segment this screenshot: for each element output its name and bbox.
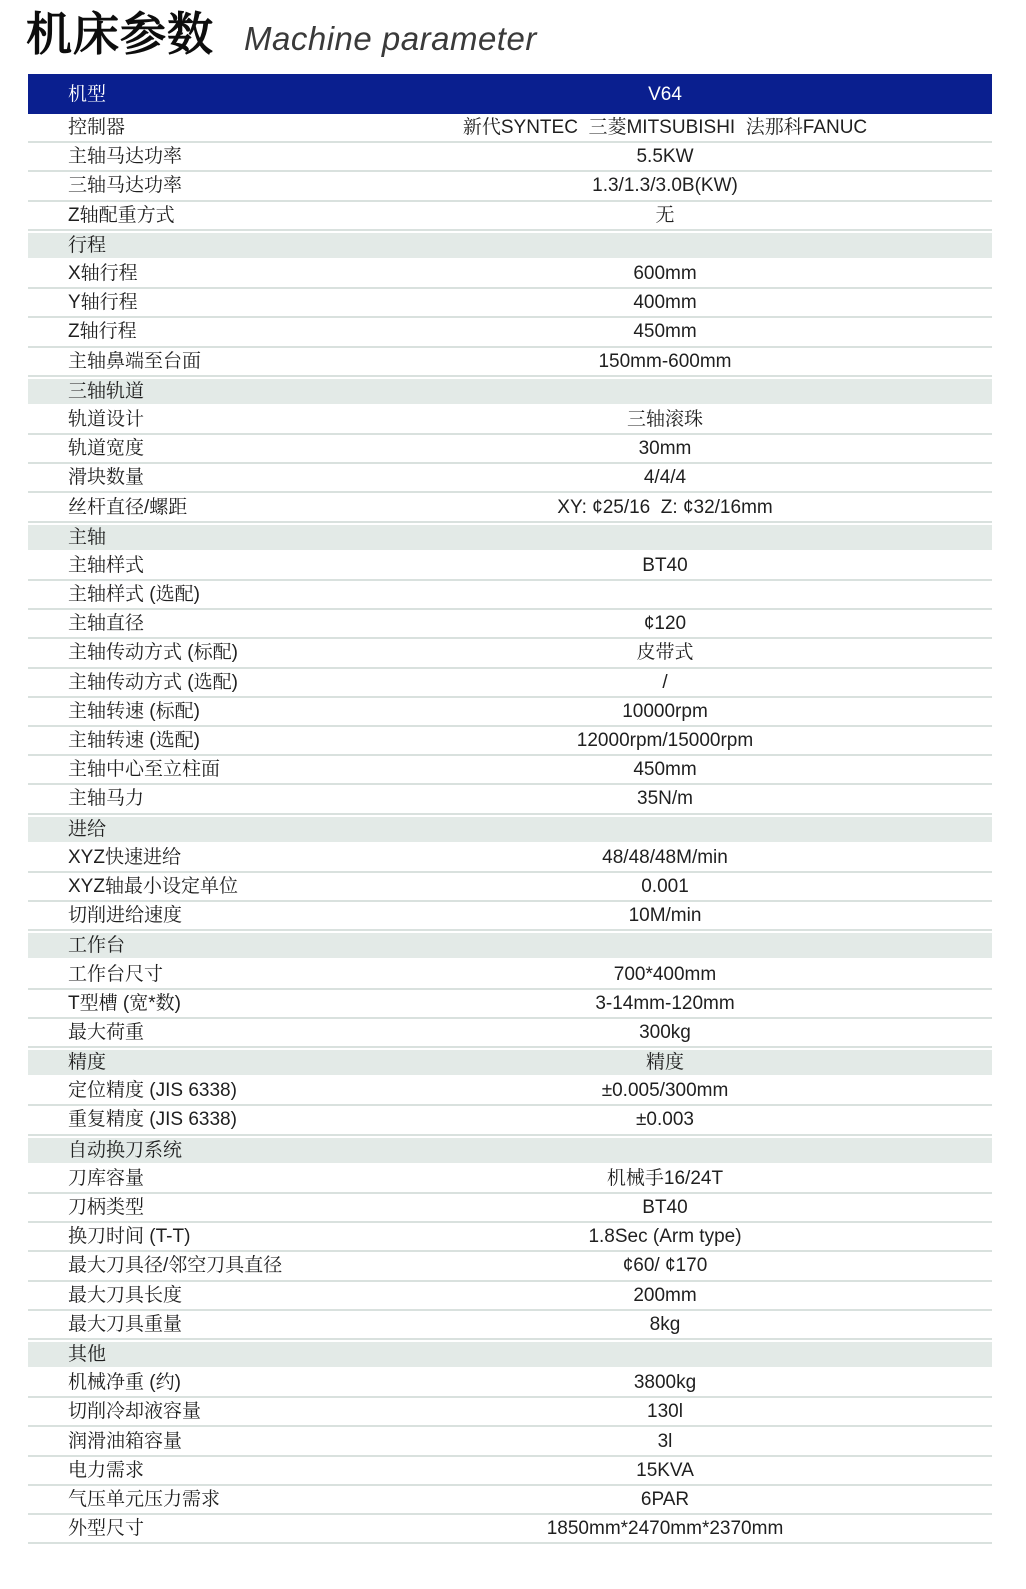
row-label: 主轴样式 xyxy=(68,554,145,576)
page-header xyxy=(26,8,1026,70)
row-value: 450mm xyxy=(633,759,697,781)
table-row xyxy=(28,348,992,377)
table-row xyxy=(28,435,992,464)
row-value: 6PAR xyxy=(640,1488,690,1510)
row-label: 润滑油箱容量 xyxy=(68,1430,183,1452)
row-value: 35N/m xyxy=(637,788,693,810)
table-row xyxy=(28,698,992,727)
row-label: 丝杆直径/螺距 xyxy=(68,496,188,518)
row-value: 150mm-600mm xyxy=(598,350,732,372)
table-row xyxy=(28,1077,992,1106)
table-row xyxy=(28,756,992,785)
table-row xyxy=(28,1457,992,1486)
table-row xyxy=(28,902,992,931)
row-label: 工作台尺寸 xyxy=(68,963,164,985)
table-row xyxy=(28,202,992,231)
row-label: 主轴直径 xyxy=(68,613,145,635)
table-row xyxy=(28,1252,992,1281)
row-value: 5.5KW xyxy=(636,146,694,168)
table-row xyxy=(28,873,992,902)
row-label: 三轴轨道 xyxy=(68,380,145,402)
table-row xyxy=(28,727,992,756)
row-label: 主轴传动方式 (标配) xyxy=(68,642,238,664)
table-row xyxy=(28,669,992,698)
table-row xyxy=(28,960,992,989)
model-header-value: V64 xyxy=(648,83,682,105)
row-label: Y轴行程 xyxy=(68,292,138,314)
row-value: 精度 xyxy=(645,1052,684,1074)
row-label: 最大刀具长度 xyxy=(68,1284,183,1306)
section-header-row xyxy=(28,1048,992,1077)
row-value: 400mm xyxy=(633,292,697,314)
row-value: ¢120 xyxy=(643,613,687,635)
table-row xyxy=(28,844,992,873)
row-label: 轨道宽度 xyxy=(68,438,145,460)
table-row xyxy=(28,114,992,143)
row-label: 切削冷却液容量 xyxy=(68,1401,202,1423)
row-value: 10M/min xyxy=(628,905,702,927)
table-row xyxy=(28,289,992,318)
row-label: 电力需求 xyxy=(68,1459,145,1481)
row-value: ¢60/ ¢170 xyxy=(622,1255,708,1277)
table-row xyxy=(28,1282,992,1311)
row-value: 12000rpm/15000rpm xyxy=(576,730,754,752)
table-row xyxy=(28,1515,992,1544)
row-label: 最大刀具径/邻空刀具直径 xyxy=(68,1255,283,1277)
row-label: 主轴马力 xyxy=(68,788,145,810)
row-label: 三轴马达功率 xyxy=(68,175,183,197)
row-label: 机械净重 (约) xyxy=(68,1372,181,1394)
row-label: 主轴 xyxy=(68,526,107,548)
row-value: 3l xyxy=(657,1430,673,1452)
table-row xyxy=(28,1106,992,1135)
table-row xyxy=(28,464,992,493)
row-label: 气压单元压力需求 xyxy=(68,1488,221,1510)
table-body xyxy=(28,114,992,1544)
row-value: 1.3/1.3/3.0B(KW) xyxy=(592,175,738,197)
table-row xyxy=(28,1486,992,1515)
row-label: 其他 xyxy=(68,1343,107,1365)
row-value: 3-14mm-120mm xyxy=(595,992,735,1014)
row-label: 最大刀具重量 xyxy=(68,1313,183,1335)
row-value: 10000rpm xyxy=(622,700,708,722)
row-value: 0.001 xyxy=(641,875,689,897)
row-value: 新代SYNTEC 三菱MITSUBISHI 法那科FANUC xyxy=(462,117,868,139)
row-label: 外型尺寸 xyxy=(68,1518,145,1540)
row-label: 轨道设计 xyxy=(68,408,145,430)
row-value: 48/48/48M/min xyxy=(602,846,728,868)
table-row xyxy=(28,1369,992,1398)
row-value: 600mm xyxy=(633,263,697,285)
row-label: 刀柄类型 xyxy=(68,1197,145,1219)
page-subtitle: Machine parameter xyxy=(244,20,537,57)
row-label: 主轴鼻端至台面 xyxy=(68,350,202,372)
table-row xyxy=(28,318,992,347)
row-value: 1.8Sec (Arm type) xyxy=(588,1226,742,1248)
section-header-row xyxy=(28,815,992,844)
row-value: 200mm xyxy=(633,1284,697,1306)
row-value: XY: ¢25/16 Z: ¢32/16mm xyxy=(557,496,773,518)
row-value: 300kg xyxy=(639,1021,691,1043)
row-label: Z轴行程 xyxy=(68,321,137,343)
row-label: 主轴转速 (选配) xyxy=(68,730,200,752)
row-label: 最大荷重 xyxy=(68,1021,145,1043)
table-row xyxy=(28,260,992,289)
row-label: 滑块数量 xyxy=(68,467,145,489)
row-label: XYZ快速进给 xyxy=(68,846,181,868)
row-label: 切削进给速度 xyxy=(68,905,183,927)
row-value: 3800kg xyxy=(633,1372,697,1394)
row-value: 700*400mm xyxy=(613,963,717,985)
table-row xyxy=(28,172,992,201)
row-value: BT40 xyxy=(642,554,688,576)
table-row xyxy=(28,1427,992,1456)
section-header-row xyxy=(28,377,992,406)
row-value: 8kg xyxy=(649,1313,681,1335)
row-value: 4/4/4 xyxy=(643,467,687,489)
table-row xyxy=(28,552,992,581)
table-row xyxy=(28,1194,992,1223)
table-row xyxy=(28,990,992,1019)
table-row xyxy=(28,1311,992,1340)
row-value: 无 xyxy=(655,204,675,226)
table-row xyxy=(28,610,992,639)
row-value: 1850mm*2470mm*2370mm xyxy=(546,1518,784,1540)
row-label: 重复精度 (JIS 6338) xyxy=(68,1109,237,1131)
row-label: 定位精度 (JIS 6338) xyxy=(68,1080,237,1102)
row-value: 450mm xyxy=(633,321,697,343)
row-value: 机械手16/24T xyxy=(606,1167,724,1189)
table-header-row xyxy=(28,74,992,114)
row-value: ±0.003 xyxy=(636,1109,694,1131)
row-label: XYZ轴最小设定单位 xyxy=(68,875,238,897)
row-label: 主轴中心至立柱面 xyxy=(68,759,221,781)
table-row xyxy=(28,639,992,668)
section-header-row xyxy=(28,231,992,260)
row-value: / xyxy=(662,671,668,693)
section-header-row xyxy=(28,1340,992,1369)
row-label: 工作台 xyxy=(68,935,126,957)
table-row xyxy=(28,406,992,435)
table-row xyxy=(28,493,992,522)
row-label: 刀库容量 xyxy=(68,1167,145,1189)
row-value: 皮带式 xyxy=(636,642,694,664)
table-row xyxy=(28,1398,992,1427)
row-label: Z轴配重方式 xyxy=(68,204,175,226)
row-value: 15KVA xyxy=(636,1459,694,1481)
row-label: 自动换刀系统 xyxy=(68,1139,183,1161)
row-label: 换刀时间 (T-T) xyxy=(68,1226,191,1248)
row-label: 主轴马达功率 xyxy=(68,146,183,168)
table-row xyxy=(28,1165,992,1194)
model-header-label: 机型 xyxy=(68,83,107,105)
table-row xyxy=(28,785,992,814)
row-label: 主轴样式 (选配) xyxy=(68,584,200,606)
row-label: 行程 xyxy=(68,234,107,256)
machine-parameter-table xyxy=(28,74,992,1544)
row-label: T型槽 (宽*数) xyxy=(68,992,181,1014)
table-row xyxy=(28,581,992,610)
table-row xyxy=(28,1223,992,1252)
section-header-row xyxy=(28,931,992,960)
row-label: 主轴转速 (标配) xyxy=(68,700,200,722)
row-label: X轴行程 xyxy=(68,263,138,285)
section-header-row xyxy=(28,523,992,552)
row-label: 精度 xyxy=(68,1052,107,1074)
row-value: BT40 xyxy=(642,1197,688,1219)
table-row xyxy=(28,1019,992,1048)
row-label: 进给 xyxy=(68,818,107,840)
table-row xyxy=(28,143,992,172)
row-value: 130l xyxy=(647,1401,683,1423)
row-label: 主轴传动方式 (选配) xyxy=(68,671,238,693)
page-title: 机床参数 xyxy=(26,8,214,60)
row-label: 控制器 xyxy=(68,117,126,139)
row-value: ±0.005/300mm xyxy=(601,1080,729,1102)
section-header-row xyxy=(28,1136,992,1165)
row-value: 三轴滚珠 xyxy=(626,408,703,430)
row-value: 30mm xyxy=(638,438,692,460)
